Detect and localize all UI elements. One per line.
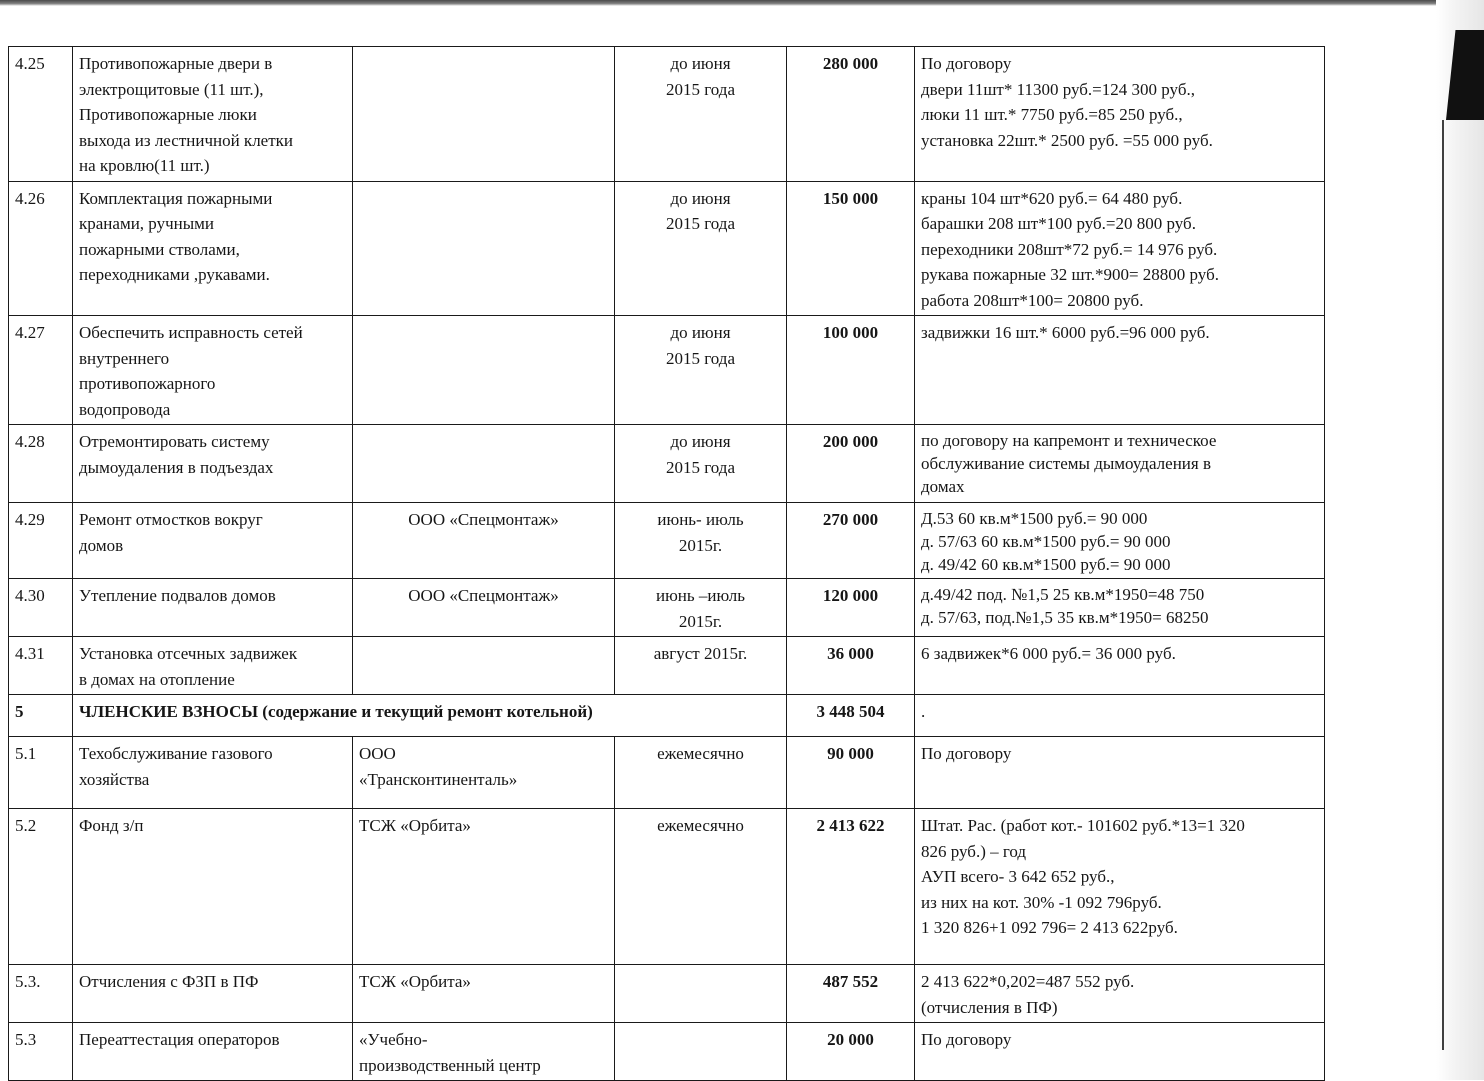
amount: 200 000 xyxy=(787,425,915,503)
amount: 150 000 xyxy=(787,181,915,316)
section-row xyxy=(9,695,1325,737)
table-row xyxy=(9,425,1325,503)
item-name: Обеспечить исправность сетей внутреннего противопожарного водопровода xyxy=(73,316,353,425)
section-title: ЧЛЕНСКИЕ ВЗНОСЫ (содержание и текущий ремонт котельной) xyxy=(73,695,787,737)
item-name: Отчисления с ФЗП в ПФ xyxy=(73,965,353,1023)
item-name: Переаттестация операторов xyxy=(73,1023,353,1081)
item-name: Установка отсечных задвижек в домах на отопление xyxy=(73,637,353,695)
amount: 270 000 xyxy=(787,503,915,579)
contractor: ООО «Спецмонтаж» xyxy=(353,579,615,637)
contractor: «Учебно- производственный центр xyxy=(353,1023,615,1081)
deadline: до июня 2015 года xyxy=(615,181,787,316)
contractor xyxy=(353,637,615,695)
table-row xyxy=(9,1023,1325,1081)
contractor: ООО «Спецмонтаж» xyxy=(353,503,615,579)
table-row xyxy=(9,47,1325,182)
contractor xyxy=(353,181,615,316)
amount: 487 552 xyxy=(787,965,915,1023)
row-number: 4.28 xyxy=(9,425,73,503)
section-calculation: . xyxy=(915,695,1325,737)
table-row xyxy=(9,579,1325,637)
table-row xyxy=(9,809,1325,965)
deadline: июнь –июль 2015г. xyxy=(615,579,787,637)
table-row xyxy=(9,503,1325,579)
row-number: 4.26 xyxy=(9,181,73,316)
table-row xyxy=(9,965,1325,1023)
calculation: По договору xyxy=(915,1023,1325,1081)
calculation: по договору на капремонт и техническое обслуживание системы дымоудаления в домах xyxy=(915,425,1325,503)
row-number: 4.30 xyxy=(9,579,73,637)
row-number: 4.27 xyxy=(9,316,73,425)
calculation: 6 задвижек*6 000 руб.= 36 000 руб. xyxy=(915,637,1325,695)
row-number: 4.29 xyxy=(9,503,73,579)
item-name: Комплектация пожарными кранами, ручными пожарными стволами, переходниками ,рукавами. xyxy=(73,181,353,316)
contractor: ООО «Трансконтиненталь» xyxy=(353,737,615,809)
contractor: ТСЖ «Орбита» xyxy=(353,809,615,965)
contractor: ТСЖ «Орбита» xyxy=(353,965,615,1023)
scan-fold-line xyxy=(1442,120,1444,1050)
section-amount: 3 448 504 xyxy=(787,695,915,737)
deadline: август 2015г. xyxy=(615,637,787,695)
deadline: до июня 2015 года xyxy=(615,316,787,425)
calculation: По договору двери 11шт* 11300 руб.=124 300 руб., люки 11 шт.* 7750 руб.=85 250 руб., установка 22шт.* 2500 руб. =55 000 руб. xyxy=(915,47,1325,182)
amount: 90 000 xyxy=(787,737,915,809)
row-number: 5.1 xyxy=(9,737,73,809)
table-row xyxy=(9,316,1325,425)
budget-table xyxy=(8,46,1325,1081)
table-row xyxy=(9,637,1325,695)
deadline: до июня 2015 года xyxy=(615,47,787,182)
amount: 280 000 xyxy=(787,47,915,182)
deadline: ежемесячно xyxy=(615,737,787,809)
table-row xyxy=(9,181,1325,316)
contractor xyxy=(353,316,615,425)
item-name: Ремонт отмостков вокруг домов xyxy=(73,503,353,579)
calculation: Штат. Рас. (работ кот.- 101602 руб.*13=1 320 826 руб.) – год АУП всего- 3 642 652 руб., из них на кот. 30% -1 092 796руб. 1 320 826+1 092 796= 2 413 622руб. xyxy=(915,809,1325,965)
calculation: По договору xyxy=(915,737,1325,809)
section-number: 5 xyxy=(9,695,73,737)
row-number: 5.3. xyxy=(9,965,73,1023)
calculation: д.49/42 под. №1,5 25 кв.м*1950=48 750 д. 57/63, под.№1,5 35 кв.м*1950= 68250 xyxy=(915,579,1325,637)
contractor xyxy=(353,47,615,182)
row-number: 4.31 xyxy=(9,637,73,695)
amount: 120 000 xyxy=(787,579,915,637)
calculation: краны 104 шт*620 руб.= 64 480 руб. барашки 208 шт*100 руб.=20 800 руб. переходники 208шт*72 руб.= 14 976 руб. рукава пожарные 32 шт.*900= 28800 руб. работа 208шт*100= 20800 руб. xyxy=(915,181,1325,316)
calculation: 2 413 622*0,202=487 552 руб. (отчисления в ПФ) xyxy=(915,965,1325,1023)
item-name: Противопожарные двери в электрощитовые (11 шт.), Противопожарные люки выхода из лестничной клетки на кровлю(11 шт.) xyxy=(73,47,353,182)
amount: 100 000 xyxy=(787,316,915,425)
deadline: июнь- июль 2015г. xyxy=(615,503,787,579)
item-name: Отремонтировать систему дымоудаления в подъездах xyxy=(73,425,353,503)
calculation: задвижки 16 шт.* 6000 руб.=96 000 руб. xyxy=(915,316,1325,425)
item-name: Утепление подвалов домов xyxy=(73,579,353,637)
deadline xyxy=(615,1023,787,1081)
table-row xyxy=(9,737,1325,809)
amount: 2 413 622 xyxy=(787,809,915,965)
amount: 36 000 xyxy=(787,637,915,695)
calculation: Д.53 60 кв.м*1500 руб.= 90 000 д. 57/63 60 кв.м*1500 руб.= 90 000 д. 49/42 60 кв.м*1500 руб.= 90 000 xyxy=(915,503,1325,579)
item-name: Фонд з/п xyxy=(73,809,353,965)
row-number: 4.25 xyxy=(9,47,73,182)
row-number: 5.3 xyxy=(9,1023,73,1081)
deadline: ежемесячно xyxy=(615,809,787,965)
scan-top-edge xyxy=(0,0,1484,6)
contractor xyxy=(353,425,615,503)
item-name: Техобслуживание газового хозяйства xyxy=(73,737,353,809)
row-number: 5.2 xyxy=(9,809,73,965)
deadline xyxy=(615,965,787,1023)
deadline: до июня 2015 года xyxy=(615,425,787,503)
amount: 20 000 xyxy=(787,1023,915,1081)
